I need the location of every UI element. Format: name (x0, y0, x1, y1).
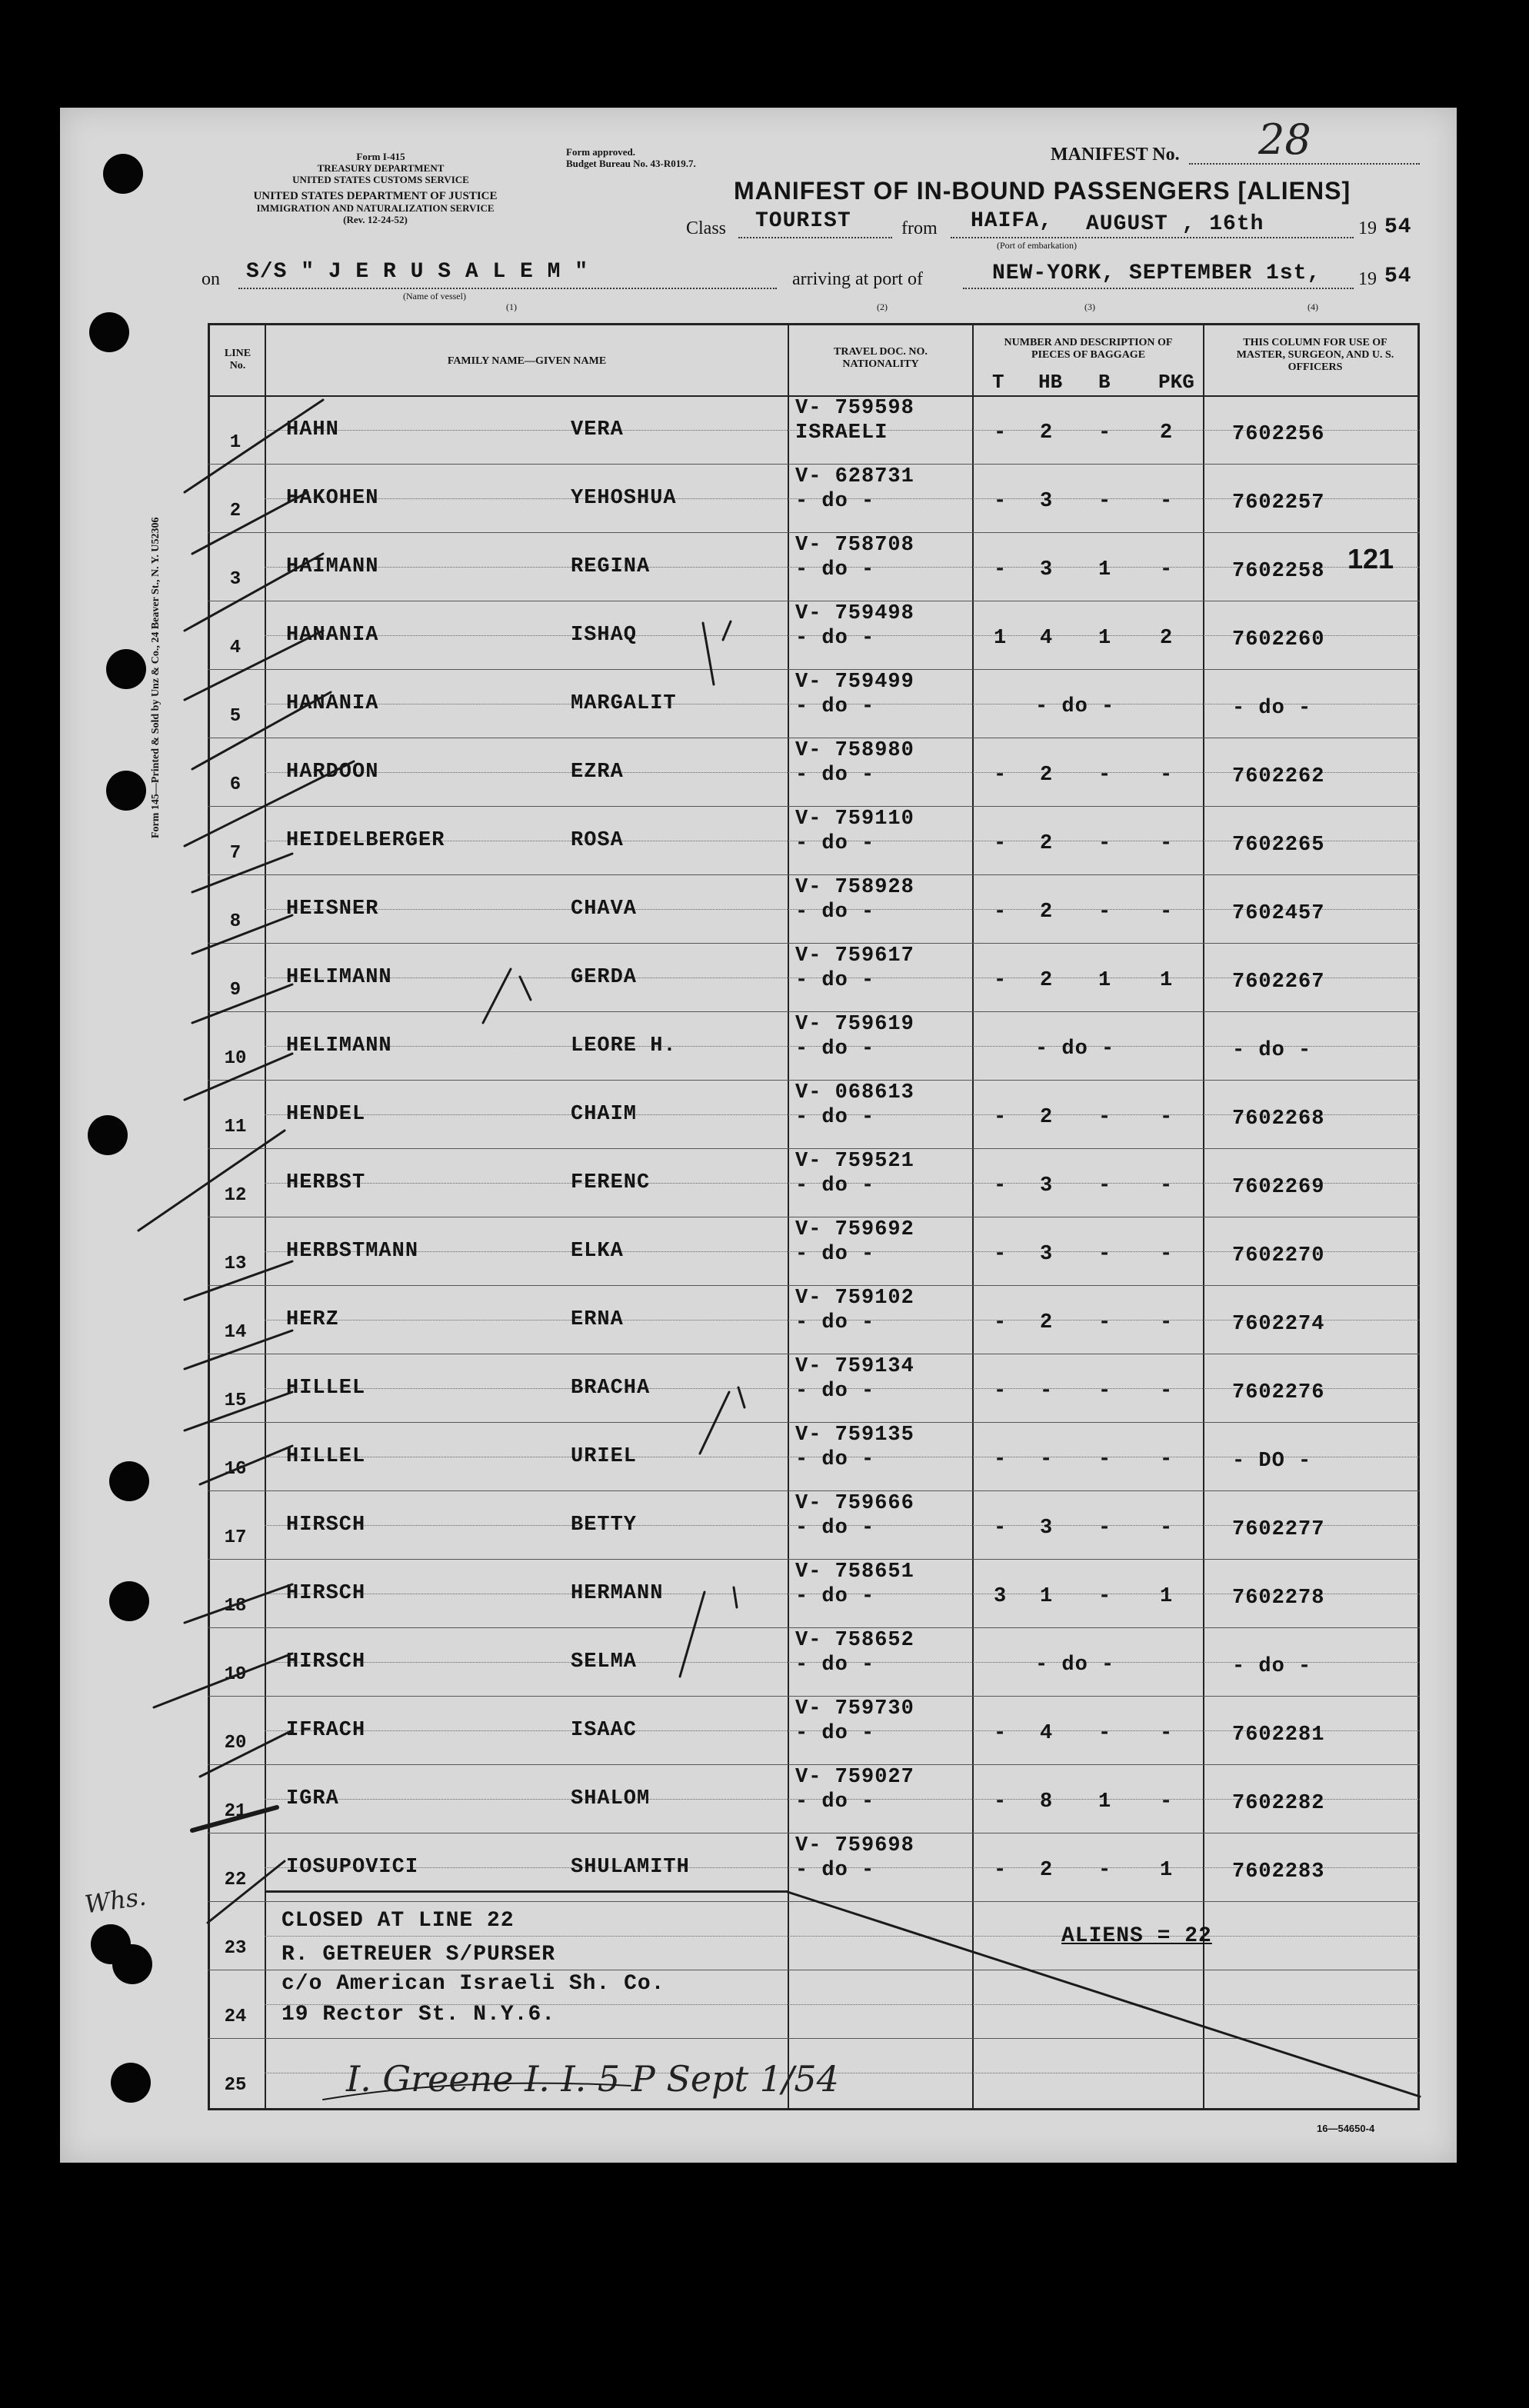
nationality: - do - (795, 1243, 875, 1266)
given-name: ISAAC (571, 1719, 638, 1742)
baggage-b: - (1098, 1448, 1112, 1471)
check-mark (185, 1261, 292, 1300)
family-name: HAIMANN (286, 555, 379, 578)
baggage-hb: 2 (1040, 1311, 1054, 1334)
nationality: - do - (795, 1790, 875, 1813)
line-number: 5 (229, 706, 242, 727)
nationality: - do - (795, 558, 875, 581)
check-mark (192, 915, 292, 954)
col-officers-header: THIS COLUMN FOR USE OF MASTER, SURGEON, AND U. S. OFFICERS (1236, 337, 1394, 373)
check-mark (192, 1807, 277, 1830)
given-name: FERENC (571, 1171, 651, 1194)
baggage-b: 1 (1098, 558, 1112, 581)
check-mark (192, 492, 308, 554)
travel-doc-no: V- 759027 (795, 1766, 914, 1789)
baggage-pkg: - (1160, 832, 1174, 855)
officer-ref: 7602256 (1232, 423, 1325, 446)
baggage-pkg: 1 (1160, 969, 1174, 992)
baggage-pkg: - (1160, 490, 1174, 513)
baggage-t: - (994, 421, 1008, 445)
check-mark (185, 1584, 292, 1623)
travel-doc-no: V- 759499 (795, 671, 914, 694)
line-number: 17 (224, 1527, 247, 1548)
baggage-hb: 2 (1040, 901, 1054, 924)
baggage-pkg: - (1160, 1448, 1174, 1471)
baggage-b: 1 (1098, 1790, 1112, 1813)
officer-ref: 7602257 (1232, 491, 1325, 515)
baggage-pkg: - (1160, 1380, 1174, 1403)
baggage-b: - (1098, 1585, 1112, 1608)
baggage-hb: 3 (1040, 1243, 1054, 1266)
baggage-b: - (1098, 764, 1112, 787)
manifest-number: 28 (1258, 115, 1311, 164)
officer-ref: 7602282 (1232, 1792, 1325, 1815)
baggage-b: - (1098, 1174, 1112, 1197)
officer-ref: 7602278 (1232, 1587, 1325, 1610)
baggage-hb: 3 (1040, 558, 1054, 581)
line-number: 14 (224, 1322, 247, 1343)
nationality: - do - (795, 1585, 875, 1608)
family-name: HERZ (286, 1308, 339, 1331)
col-num-2: (2) (877, 301, 888, 312)
line-number: 2 (229, 501, 242, 521)
baggage-pkg: 1 (1160, 1859, 1174, 1882)
baggage-t: - (994, 1380, 1008, 1403)
family-name: HELIMANN (286, 1034, 392, 1057)
check-mark (185, 400, 323, 492)
check-mark (138, 1131, 285, 1231)
class-label: Class (686, 218, 727, 238)
baggage-t: 1 (994, 627, 1008, 650)
baggage-hb: 2 (1040, 764, 1054, 787)
given-name: LEORE H. (571, 1034, 677, 1057)
baggage-pkg: - (1160, 1517, 1174, 1540)
inspector-tick (700, 1387, 745, 1454)
given-name: SHULAMITH (571, 1856, 690, 1879)
customs-service: UNITED STATES CUSTOMS SERVICE (292, 174, 469, 185)
ins-service: IMMIGRATION AND NATURALIZATION SERVICE (256, 202, 495, 214)
baggage-hb: 2 (1040, 421, 1054, 445)
check-mark (185, 761, 354, 846)
given-name: YEHOSHUA (571, 487, 677, 510)
officer-ref: 7602283 (1232, 1860, 1325, 1883)
inspector-tick (703, 621, 731, 684)
col-num-3: (3) (1084, 301, 1095, 312)
baggage-t: - (994, 1106, 1008, 1129)
baggage-b: 1 (1098, 969, 1112, 992)
baggage-b-header: B (1098, 371, 1111, 394)
check-mark (185, 554, 323, 631)
line-number: 12 (224, 1185, 247, 1206)
travel-doc-no: V- 758708 (795, 534, 914, 557)
line-number: 15 (224, 1391, 247, 1411)
baggage-b: - (1098, 421, 1112, 445)
family-name: IGRA (286, 1787, 339, 1810)
officer-ref: - do - (1232, 1039, 1312, 1062)
line-number: 19 (224, 1664, 247, 1685)
bottom-print-code: 16—54650-4 (1317, 2123, 1375, 2134)
baggage-pkg: - (1160, 1174, 1174, 1197)
line-number: 7 (229, 843, 242, 864)
travel-doc-no: V- 758652 (795, 1629, 914, 1652)
baggage-t: - (994, 1311, 1008, 1334)
baggage-ditto: - do - (1035, 1037, 1115, 1061)
line-number: 24 (224, 2007, 247, 2027)
department-justice: UNITED STATES DEPARTMENT OF JUSTICE (253, 190, 498, 202)
on-label: on (202, 269, 220, 289)
embark-port: HAIFA, (971, 209, 1053, 233)
officer-ref: 7602267 (1232, 971, 1325, 994)
baggage-t: - (994, 1517, 1008, 1540)
family-name: HILLEL (286, 1377, 366, 1400)
given-name: URIEL (571, 1445, 638, 1468)
signature-underline (323, 2083, 631, 2100)
line-number: 13 (224, 1254, 247, 1274)
baggage-hb: 3 (1040, 1174, 1054, 1197)
form-approved: Form approved. (566, 146, 636, 158)
from-label: from (901, 218, 938, 238)
nationality: - do - (795, 1859, 875, 1882)
baggage-t: 3 (994, 1585, 1008, 1608)
family-name: HIRSCH (286, 1650, 366, 1674)
baggage-pkg-header: PKG (1158, 371, 1194, 394)
officer-ref: 7602260 (1232, 628, 1325, 651)
baggage-b: - (1098, 1517, 1112, 1540)
family-name: HARDOON (286, 761, 379, 784)
given-name: ERNA (571, 1308, 624, 1331)
travel-doc-no: V- 759692 (795, 1218, 914, 1241)
check-mark (200, 1446, 292, 1484)
nationality: - do - (795, 1106, 875, 1129)
family-name: HEIDELBERGER (286, 829, 445, 852)
baggage-b: - (1098, 1380, 1112, 1403)
col-num-1: (1) (506, 301, 517, 312)
nationality: - do - (795, 627, 875, 650)
family-name: HANANIA (286, 692, 379, 715)
travel-doc-no: V- 759666 (795, 1492, 914, 1515)
baggage-hb: 2 (1040, 969, 1054, 992)
family-name: HERBSTMANN (286, 1240, 419, 1263)
officer-ref: 7602281 (1232, 1724, 1325, 1747)
check-mark (192, 854, 292, 892)
line-number: 6 (229, 774, 242, 795)
line-number: 11 (224, 1117, 247, 1137)
officer-ref: 7602270 (1232, 1244, 1325, 1267)
arrival-year: 54 (1384, 265, 1412, 288)
baggage-hb: 2 (1040, 1859, 1054, 1882)
family-name: HEISNER (286, 898, 379, 921)
aliens-total: ALIENS = 22 (1061, 1924, 1212, 1948)
baggage-t: - (994, 1243, 1008, 1266)
family-name: HILLEL (286, 1445, 366, 1468)
nationality: - do - (795, 1448, 875, 1471)
margin-initials: Whs. (82, 1881, 148, 1920)
baggage-pkg: 1 (1160, 1585, 1174, 1608)
baggage-hb: 2 (1040, 1106, 1054, 1129)
baggage-hb: 2 (1040, 832, 1054, 855)
nationality: - do - (795, 901, 875, 924)
travel-doc-no: V- 759102 (795, 1287, 914, 1310)
line-number: 1 (229, 432, 242, 453)
inspector-signature: I. Greene I. I. 5 P Sept 1/54 (346, 2058, 839, 2100)
travel-doc-no: V- 759617 (795, 944, 914, 968)
given-name: BRACHA (571, 1377, 651, 1400)
officer-ref: 7602457 (1232, 902, 1325, 925)
departure-year-prefix: 19 (1358, 218, 1377, 238)
check-mark (185, 1054, 292, 1100)
family-name: HIRSCH (286, 1514, 366, 1537)
officer-ref: 7602276 (1232, 1381, 1325, 1404)
baggage-b: - (1098, 901, 1112, 924)
travel-doc-no: V- 628731 (795, 465, 914, 488)
baggage-pkg: 2 (1160, 421, 1174, 445)
baggage-b: - (1098, 1311, 1112, 1334)
line-number: 22 (224, 1870, 247, 1890)
baggage-t: - (994, 558, 1008, 581)
officer-ref: 7602277 (1232, 1518, 1325, 1541)
baggage-t: - (994, 901, 1008, 924)
officer-ref: 7602274 (1232, 1313, 1325, 1336)
baggage-pkg: - (1160, 1106, 1174, 1129)
baggage-b: - (1098, 1722, 1112, 1745)
class-value: TOURIST (755, 209, 851, 233)
baggage-hb: 3 (1040, 490, 1054, 513)
family-name: HAHN (286, 418, 339, 441)
travel-doc-no: V- 068613 (795, 1081, 914, 1104)
baggage-hb: - (1040, 1380, 1054, 1403)
given-name: MARGALIT (571, 692, 677, 715)
manifest-no-label: MANIFEST No. (1051, 145, 1180, 165)
col-baggage-header: NUMBER AND DESCRIPTION OF PIECES OF BAGGAGE (1004, 337, 1173, 361)
line-number: 23 (224, 1938, 247, 1959)
company-address: 19 Rector St. N.Y.6. (281, 2003, 556, 2027)
line-number: 9 (229, 980, 242, 1001)
travel-doc-no: V- 759730 (795, 1697, 914, 1720)
baggage-ditto: - do - (1035, 695, 1115, 718)
baggage-b: - (1098, 832, 1112, 855)
travel-doc-no: V- 759498 (795, 602, 914, 625)
line-number: 4 (229, 638, 242, 658)
nationality: - do - (795, 695, 875, 718)
family-name: HERBST (286, 1171, 366, 1194)
given-name: HERMANN (571, 1582, 664, 1605)
officer-ref: - DO - (1232, 1450, 1312, 1473)
nationality: - do - (795, 832, 875, 855)
baggage-hb: 3 (1040, 1517, 1054, 1540)
baggage-b: - (1098, 1106, 1112, 1129)
nationality: - do - (795, 1311, 875, 1334)
baggage-b: - (1098, 1243, 1112, 1266)
form-number: Form I-415 (356, 151, 405, 162)
baggage-t-header: T (992, 371, 1004, 394)
family-name: HENDEL (286, 1103, 366, 1126)
check-mark (192, 984, 292, 1023)
baggage-t: - (994, 832, 1008, 855)
col-travel-header: TRAVEL DOC. NO. NATIONALITY (834, 346, 928, 370)
baggage-pkg: 2 (1160, 627, 1174, 650)
baggage-t: - (994, 1448, 1008, 1471)
closed-at-line: CLOSED AT LINE 22 (281, 1909, 515, 1933)
baggage-hb: 8 (1040, 1790, 1054, 1813)
nationality: - do - (795, 1654, 875, 1677)
given-name: EZRA (571, 761, 624, 784)
port-embark-caption: (Port of embarkation) (997, 240, 1077, 251)
travel-doc-no: V- 759698 (795, 1834, 914, 1857)
departure-year: 54 (1384, 215, 1412, 239)
line-number: 18 (224, 1596, 247, 1617)
nationality: - do - (795, 969, 875, 992)
baggage-t: - (994, 1722, 1008, 1745)
nationality: ISRAELI (795, 421, 888, 445)
line-number: 10 (224, 1048, 247, 1069)
check-mark (200, 1730, 292, 1777)
given-name: VERA (571, 418, 624, 441)
travel-doc-no: V- 759110 (795, 808, 914, 831)
baggage-pkg: - (1160, 558, 1174, 581)
travel-doc-no: V- 759598 (795, 397, 914, 420)
travel-doc-no: V- 759134 (795, 1355, 914, 1378)
baggage-pkg: - (1160, 1790, 1174, 1813)
officer-ref: 7602268 (1232, 1107, 1325, 1131)
given-name: ELKA (571, 1240, 624, 1263)
printer-imprint: Form 145—Printed & Sold by Unz & Co., 24 Beaver St., N. Y. U52306 (150, 517, 162, 838)
vessel-caption: (Name of vessel) (403, 291, 466, 301)
given-name: ISHAQ (571, 624, 638, 647)
check-mark (185, 631, 323, 700)
family-name: HAKOHEN (286, 487, 379, 510)
baggage-t: - (994, 1174, 1008, 1197)
nationality: - do - (795, 1380, 875, 1403)
company-care-of: c/o American Israeli Sh. Co. (281, 1972, 665, 1996)
marginal-number: 121 (1347, 543, 1394, 575)
baggage-b: 1 (1098, 627, 1112, 650)
family-name: IFRACH (286, 1719, 366, 1742)
given-name: REGINA (571, 555, 651, 578)
travel-doc-no: V- 759521 (795, 1150, 914, 1173)
line-number: 16 (224, 1459, 247, 1480)
baggage-t: - (994, 1859, 1008, 1882)
manifest-title: MANIFEST OF IN-BOUND PASSENGERS [ALIENS] (734, 177, 1351, 205)
baggage-hb: - (1040, 1448, 1054, 1471)
revision-date: (Rev. 12-24-52) (343, 214, 408, 225)
purser-name: R. GETREUER S/PURSER (281, 1943, 556, 1967)
nationality: - do - (795, 1517, 875, 1540)
nationality: - do - (795, 490, 875, 513)
line-number: 25 (224, 2075, 247, 2096)
check-mark (185, 1331, 292, 1369)
baggage-hb: 1 (1040, 1585, 1054, 1608)
given-name: CHAIM (571, 1103, 638, 1126)
family-name: IOSUPOVICI (286, 1856, 419, 1879)
col-num-4: (4) (1307, 301, 1318, 312)
officer-ref: - do - (1232, 1655, 1312, 1678)
baggage-t: - (994, 490, 1008, 513)
baggage-hb-header: HB (1038, 371, 1063, 394)
line-number: 8 (229, 911, 242, 932)
baggage-pkg: - (1160, 901, 1174, 924)
travel-doc-no: V- 758651 (795, 1560, 914, 1584)
line-number: 21 (224, 1801, 247, 1822)
baggage-t: - (994, 1790, 1008, 1813)
given-name: SELMA (571, 1650, 638, 1674)
travel-doc-no: V- 759619 (795, 1013, 914, 1036)
line-number: 20 (224, 1733, 247, 1754)
baggage-pkg: - (1160, 764, 1174, 787)
family-name: HELIMANN (286, 966, 392, 989)
given-name: SHALOM (571, 1787, 651, 1810)
officer-ref: 7602258 (1232, 560, 1325, 583)
col-name-header: FAMILY NAME—GIVEN NAME (447, 355, 607, 367)
given-name: ROSA (571, 829, 624, 852)
nationality: - do - (795, 1037, 875, 1061)
baggage-t: - (994, 969, 1008, 992)
vessel-name: S/S " J E R U S A L E M " (246, 260, 589, 284)
officer-ref: 7602269 (1232, 1176, 1325, 1199)
family-name: HIRSCH (286, 1582, 366, 1605)
baggage-b: - (1098, 1859, 1112, 1882)
given-name: BETTY (571, 1514, 638, 1537)
arrival-year-prefix: 19 (1358, 269, 1377, 289)
officer-ref: - do - (1232, 697, 1312, 720)
inspector-tick (483, 969, 531, 1023)
arrival-port: NEW-YORK, SEPTEMBER 1st, (992, 261, 1321, 285)
baggage-pkg: - (1160, 1243, 1174, 1266)
baggage-pkg: - (1160, 1311, 1174, 1334)
check-mark (185, 1392, 292, 1430)
given-name: CHAVA (571, 898, 638, 921)
nationality: - do - (795, 1722, 875, 1745)
cancel-diagonal (788, 1892, 1420, 2097)
given-name: GERDA (571, 966, 638, 989)
treasury-dept: TREASURY DEPARTMENT (317, 162, 445, 174)
officer-ref: 7602262 (1232, 765, 1325, 788)
nationality: - do - (795, 764, 875, 787)
travel-doc-no: V- 758928 (795, 876, 914, 899)
baggage-ditto: - do - (1035, 1654, 1115, 1677)
check-mark (154, 1654, 292, 1707)
inspector-tick (680, 1587, 737, 1677)
baggage-b: - (1098, 490, 1112, 513)
arriving-label: arriving at port of (792, 269, 923, 289)
check-mark (192, 692, 331, 769)
travel-doc-no: V- 758980 (795, 739, 914, 762)
budget-bureau: Budget Bureau No. 43-R019.7. (566, 158, 696, 169)
departure-date: AUGUST , 16th (1086, 212, 1264, 236)
family-name: HANANIA (286, 624, 379, 647)
check-mark (208, 1861, 285, 1923)
baggage-hb: 4 (1040, 627, 1054, 650)
officer-ref: 7602265 (1232, 834, 1325, 857)
travel-doc-no: V- 759135 (795, 1424, 914, 1447)
baggage-t: - (994, 764, 1008, 787)
nationality: - do - (795, 1174, 875, 1197)
baggage-pkg: - (1160, 1722, 1174, 1745)
col-line-header: LINE No. (224, 348, 252, 371)
baggage-hb: 4 (1040, 1722, 1054, 1745)
line-number: 3 (229, 569, 242, 590)
